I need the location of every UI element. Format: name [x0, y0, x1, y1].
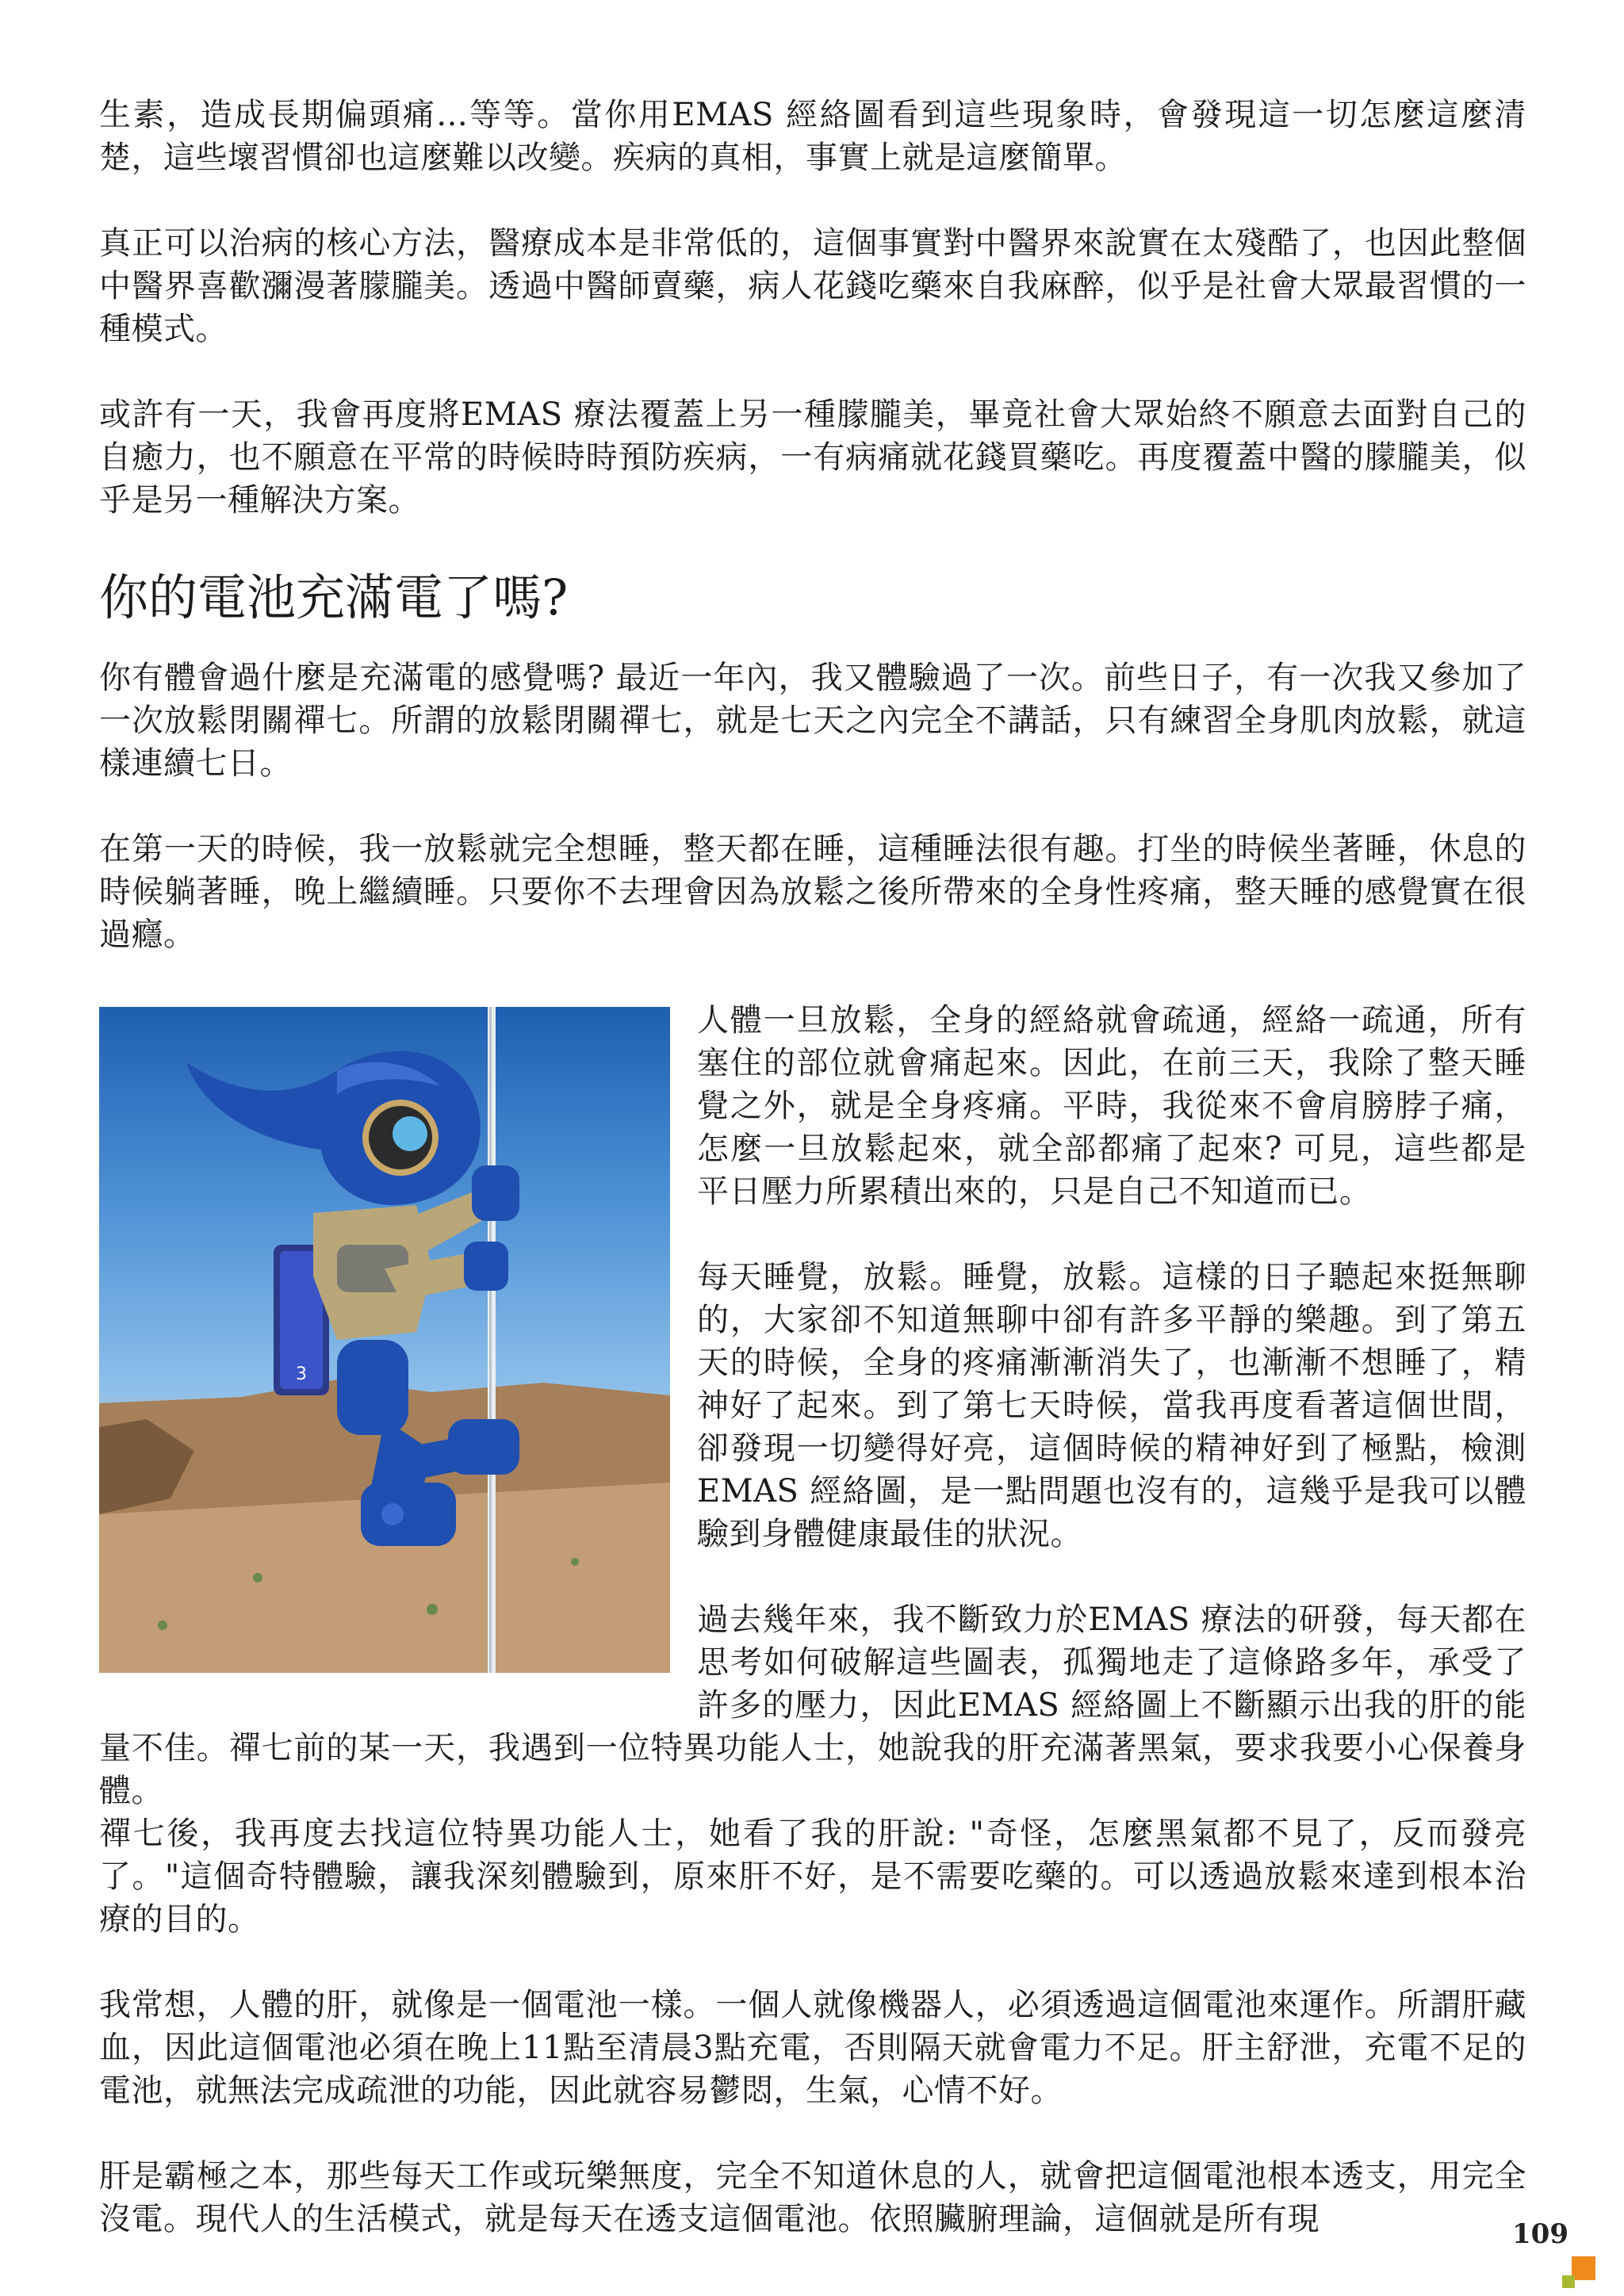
paragraph: 每天睡覺，放鬆。睡覺，放鬆。這樣的日子聽起來挺無聊的，大家卻不知道無聊中卻有許多平靜的樂趣。到了第五天的時候，全身的疼痛漸漸消失了，也漸漸不想睡了，精神好了起來。到了第七天時候，當我再度看著這個世間，卻發現一切變得好亮，這個時候的精神好到了極點，檢測EMAS 經絡圖，是一點問題也沒有的，這幾乎是我可以體驗到身體健康最佳的狀況。: [697, 1259, 1526, 1552]
page-number: 109: [1512, 2218, 1568, 2250]
orange-square-icon: [1572, 2256, 1595, 2280]
paragraph: 在第一天的時候，我一放鬆就完全想睡，整天都在睡，這種睡法很有趣。打坐的時候坐著睡，休息的時候躺著睡，晚上繼續睡。只要你不去理會因為放鬆之後所帶來的全身性疼痛，整天睡的感覺實在很過癮。: [99, 831, 1526, 953]
robot-climbing-rope-image: [99, 1007, 670, 1673]
paragraph: 肝是霸極之本，那些每天工作或玩樂無度，完全不知道休息的人，就會把這個電池根本透支，用完全沒電。現代人的生活模式，就是每天在透支這個電池。依照臟腑理論，這個就是所有現: [99, 2158, 1526, 2237]
paragraph: 過去幾年來，我不斷致力於EMAS 療法的研發，每天都在思考如何破解這些圖表，孤獨地走了這條路多年，承受了許多的壓力，因此EMAS 經絡圖上不斷顯示出我的肝的能量不佳。禪七前的某一天，我遇到一位特異功能人士，她說我的肝充滿著黑氣，要求我要小心保養身體。: [99, 1601, 1526, 1809]
figure-section: [99, 999, 1526, 1812]
robot-illustration: [99, 1007, 670, 1673]
paragraph: 或許有一天，我會再度將EMAS 療法覆蓋上另一種朦朧美，畢竟社會大眾始終不願意去面對自己的自癒力，也不願意在平常的時候時時預防疾病，一有病痛就花錢買藥吃。再度覆蓋中醫的朦朧美，似乎是另一種解決方案。: [99, 396, 1526, 519]
paragraph: 你有體會過什麼是充滿電的感覺嗎? 最近一年內，我又體驗過了一次。前些日子，有一次我又參加了一次放鬆閉關禪七。所謂的放鬆閉關禪七，就是七天之內完全不講話，只有練習全身肌肉放鬆，就這樣連續七日。: [99, 660, 1526, 782]
paragraph: 禪七後，我再度去找這位特異功能人士，她看了我的肝說: "奇怪，怎麼黑氣都不見了，反而發亮了。"這個奇特體驗，讓我深刻體驗到，原來肝不好，是不需要吃藥的。可以透過放鬆來達到根本治療的目的。: [99, 1816, 1526, 1938]
section-heading: 你的電池充滿電了嗎?: [99, 568, 569, 626]
paragraph: 我常想，人體的肝，就像是一個電池一樣。一個人就像機器人，必須透過這個電池來運作。所謂肝藏血，因此這個電池必須在晚上11點至清晨3點充電，否則隔天就會電力不足。肝主舒泄，充電不足的電池，就無法完成疏泄的功能，因此就容易鬱悶，生氣，心情不好。: [99, 1987, 1526, 2109]
paragraph: 生素，造成長期偏頭痛...等等。當你用EMAS 經絡圖看到這些現象時，會發現這一切怎麼這麼清楚，這些壞習慣卻也這麼難以改變。疾病的真相，事實上就是這麼簡單。: [99, 97, 1526, 176]
paragraph: 真正可以治病的核心方法，醫療成本是非常低的，這個事實對中醫界來說實在太殘酷了，也因此整個中醫界喜歡瀰漫著朦朧美。透過中醫師賣藥，病人花錢吃藥來自我麻醉，似乎是社會大眾最習慣的一種模式。: [99, 225, 1526, 347]
battery-label: 3: [296, 1364, 307, 1384]
page-content: [99, 94, 1526, 2241]
green-square-icon: [1562, 2275, 1575, 2288]
corner-decoration: [1562, 2256, 1595, 2290]
paragraph: 人體一旦放鬆，全身的經絡就會疏通，經絡一疏通，所有塞住的部位就會痛起來。因此，在前三天，我除了整天睡覺之外，就是全身疼痛。平時，我從來不會肩膀脖子痛，怎麼一旦放鬆起來，就全部都痛了起來? 可見，這些都是平日壓力所累積出來的，只是自己不知道而已。: [697, 1002, 1526, 1210]
